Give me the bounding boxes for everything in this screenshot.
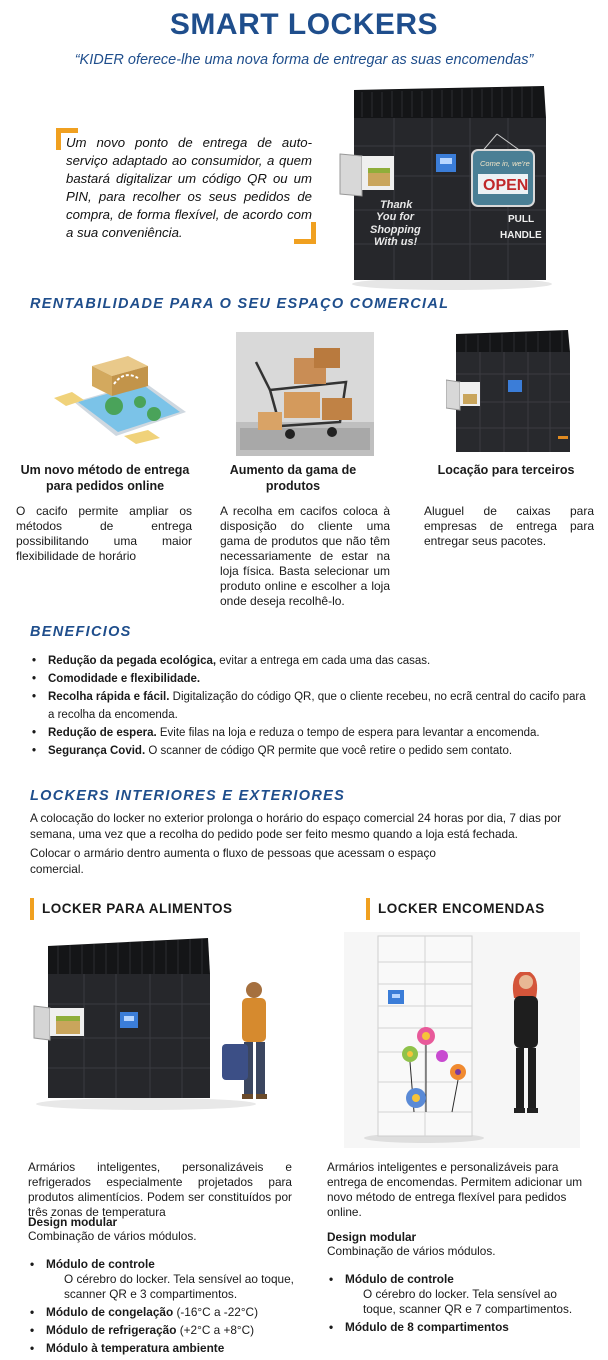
beneficios-heading: BENEFICIOS	[30, 624, 132, 640]
hero-sign-open: OPEN	[483, 177, 529, 194]
hero-sign-pull: PULL	[508, 214, 535, 225]
feature-text-range: A recolha em cacifos coloca à disposição do cliente uma gama de produtos que não têm necessariamente de estar na loja física. Basta selecionar um produto online e escolher a loja onde deseja recolhê-lo.	[220, 504, 390, 608]
feature-text-rental: Aluguel de caixas para empresas de entrega para entregar seus pacotes.	[424, 504, 594, 548]
benefit-item: • Segurança Covid. O scanner de código QR permite que você retire o pedido sem contato.	[30, 742, 590, 760]
module-description: O cérebro do locker. Tela sensível ao toque, scanner QR e 3 compartimentos.	[64, 1272, 294, 1301]
benefit-item: • Recolha rápida e fácil. Digitalização do código QR, que o cliente recebeu, no ecrã central do cacifo para a recolha da encomenda.	[30, 688, 590, 724]
module-item: • Módulo de refrigeração (+2°C a +8°C)	[28, 1323, 298, 1338]
module-item: • Módulo de congelação (-16°C a -22°C)	[28, 1305, 298, 1320]
beneficios-list	[30, 652, 590, 760]
hero-sign-line1: Come in, we're	[480, 159, 530, 168]
interiores-heading: LOCKERS INTERIORES E EXTERIORES	[30, 788, 346, 804]
feature-text-online: O cacifo permite ampliar os métodos de entrega possibilitando uma maior flexibilidade de horário	[16, 504, 192, 563]
module-description: O cérebro do locker. Tela sensível ao toque, scanner QR e 7 compartimentos.	[363, 1287, 573, 1316]
hero-thank-3: Shopping	[370, 224, 421, 236]
quote-bracket-bottom-right	[294, 222, 316, 244]
module-item: • Módulo de controle O cérebro do locker. Tela sensível ao toque, scanner QR e 3 compartimentos.	[28, 1257, 298, 1302]
alimentos-design-text: Combinação de vários módulos.	[28, 1229, 197, 1243]
module-item: • Módulo de controle O cérebro do locker. Tela sensível ao toque, scanner QR e 7 compartimentos.	[327, 1272, 591, 1317]
encomendas-design-title: Design modular	[327, 1230, 417, 1244]
hero-thank-2: You for	[376, 211, 415, 223]
food-locker-image	[26, 934, 290, 1116]
interiores-para-2: Colocar o armário dentro aumenta o fluxo de pessoas que acessam o espaço comercial.	[30, 846, 436, 876]
page-title: SMART LOCKERS	[169, 8, 439, 41]
intro-text: Um novo ponto de entrega de auto-serviço adaptado ao consumidor, a quem bastará digitalizar um código QR ou um PIN, para recolher os seus pedidos de compra, de forma flexível, de acordo com a sua conveniência.	[66, 135, 312, 240]
feature-title-range: Aumento da gama de produtos	[229, 463, 357, 493]
module-item: • Módulo à temperatura ambiente	[28, 1341, 298, 1356]
encomendas-modules-list	[327, 1272, 591, 1338]
page-subtitle: “KIDER oferece-lhe uma nova forma de entregar as suas encomendas”	[74, 52, 534, 68]
alimentos-description: Armários inteligentes, personalizáveis e refrigerados especialmente projetados para produtos alimentícios. Podem ser constituídos por três zonas de temperatura	[28, 1160, 292, 1219]
hero-sign-handle: HANDLE	[500, 230, 542, 241]
encomendas-heading: LOCKER ENCOMENDAS	[366, 898, 545, 920]
interiores-para-1: A colocação do locker no exterior prolonga o horário do espaço comercial 24 horas por dia, 7 dias por semana, uma vez que a recolha do pedido pode ser feito mesmo quando a loja está fechada.	[30, 811, 562, 841]
parcel-locker-image	[344, 932, 580, 1148]
feature-title-rental: Locação para terceiros	[437, 463, 575, 477]
intro-quote-box	[56, 128, 316, 244]
alimentos-modules-list	[28, 1257, 298, 1359]
encomendas-design-text: Combinação de vários módulos.	[327, 1244, 496, 1258]
alimentos-design-title: Design modular	[28, 1215, 118, 1229]
hero-thank-4: With us!	[374, 236, 418, 248]
rentabilidade-heading: RENTABILIDADE PARA O SEU ESPAÇO COMERCIAL	[30, 296, 450, 312]
encomendas-description: Armários inteligentes e personalizáveis para entrega de encomendas. Permitem adicionar um novo método de entrega flexível para pedidos online.	[327, 1160, 583, 1219]
module-item: • Módulo de 8 compartimentos	[327, 1320, 591, 1335]
hero-thank-1: Thank	[380, 199, 413, 211]
online-delivery-image	[44, 344, 194, 448]
feature-title-online: Um novo método de entrega para pedidos online	[20, 463, 190, 493]
shopping-cart-image	[236, 332, 374, 456]
hero-locker-image	[332, 84, 554, 292]
rental-locker-image	[446, 330, 570, 454]
alimentos-heading: LOCKER PARA ALIMENTOS	[30, 898, 233, 920]
benefit-item: • Comodidade e flexibilidade.	[30, 670, 590, 688]
benefit-item: • Redução de espera. Evite filas na loja e reduza o tempo de espera para levantar a encomenda.	[30, 724, 590, 742]
benefit-item: • Redução da pegada ecológica, evitar a entrega em cada uma das casas.	[30, 652, 590, 670]
